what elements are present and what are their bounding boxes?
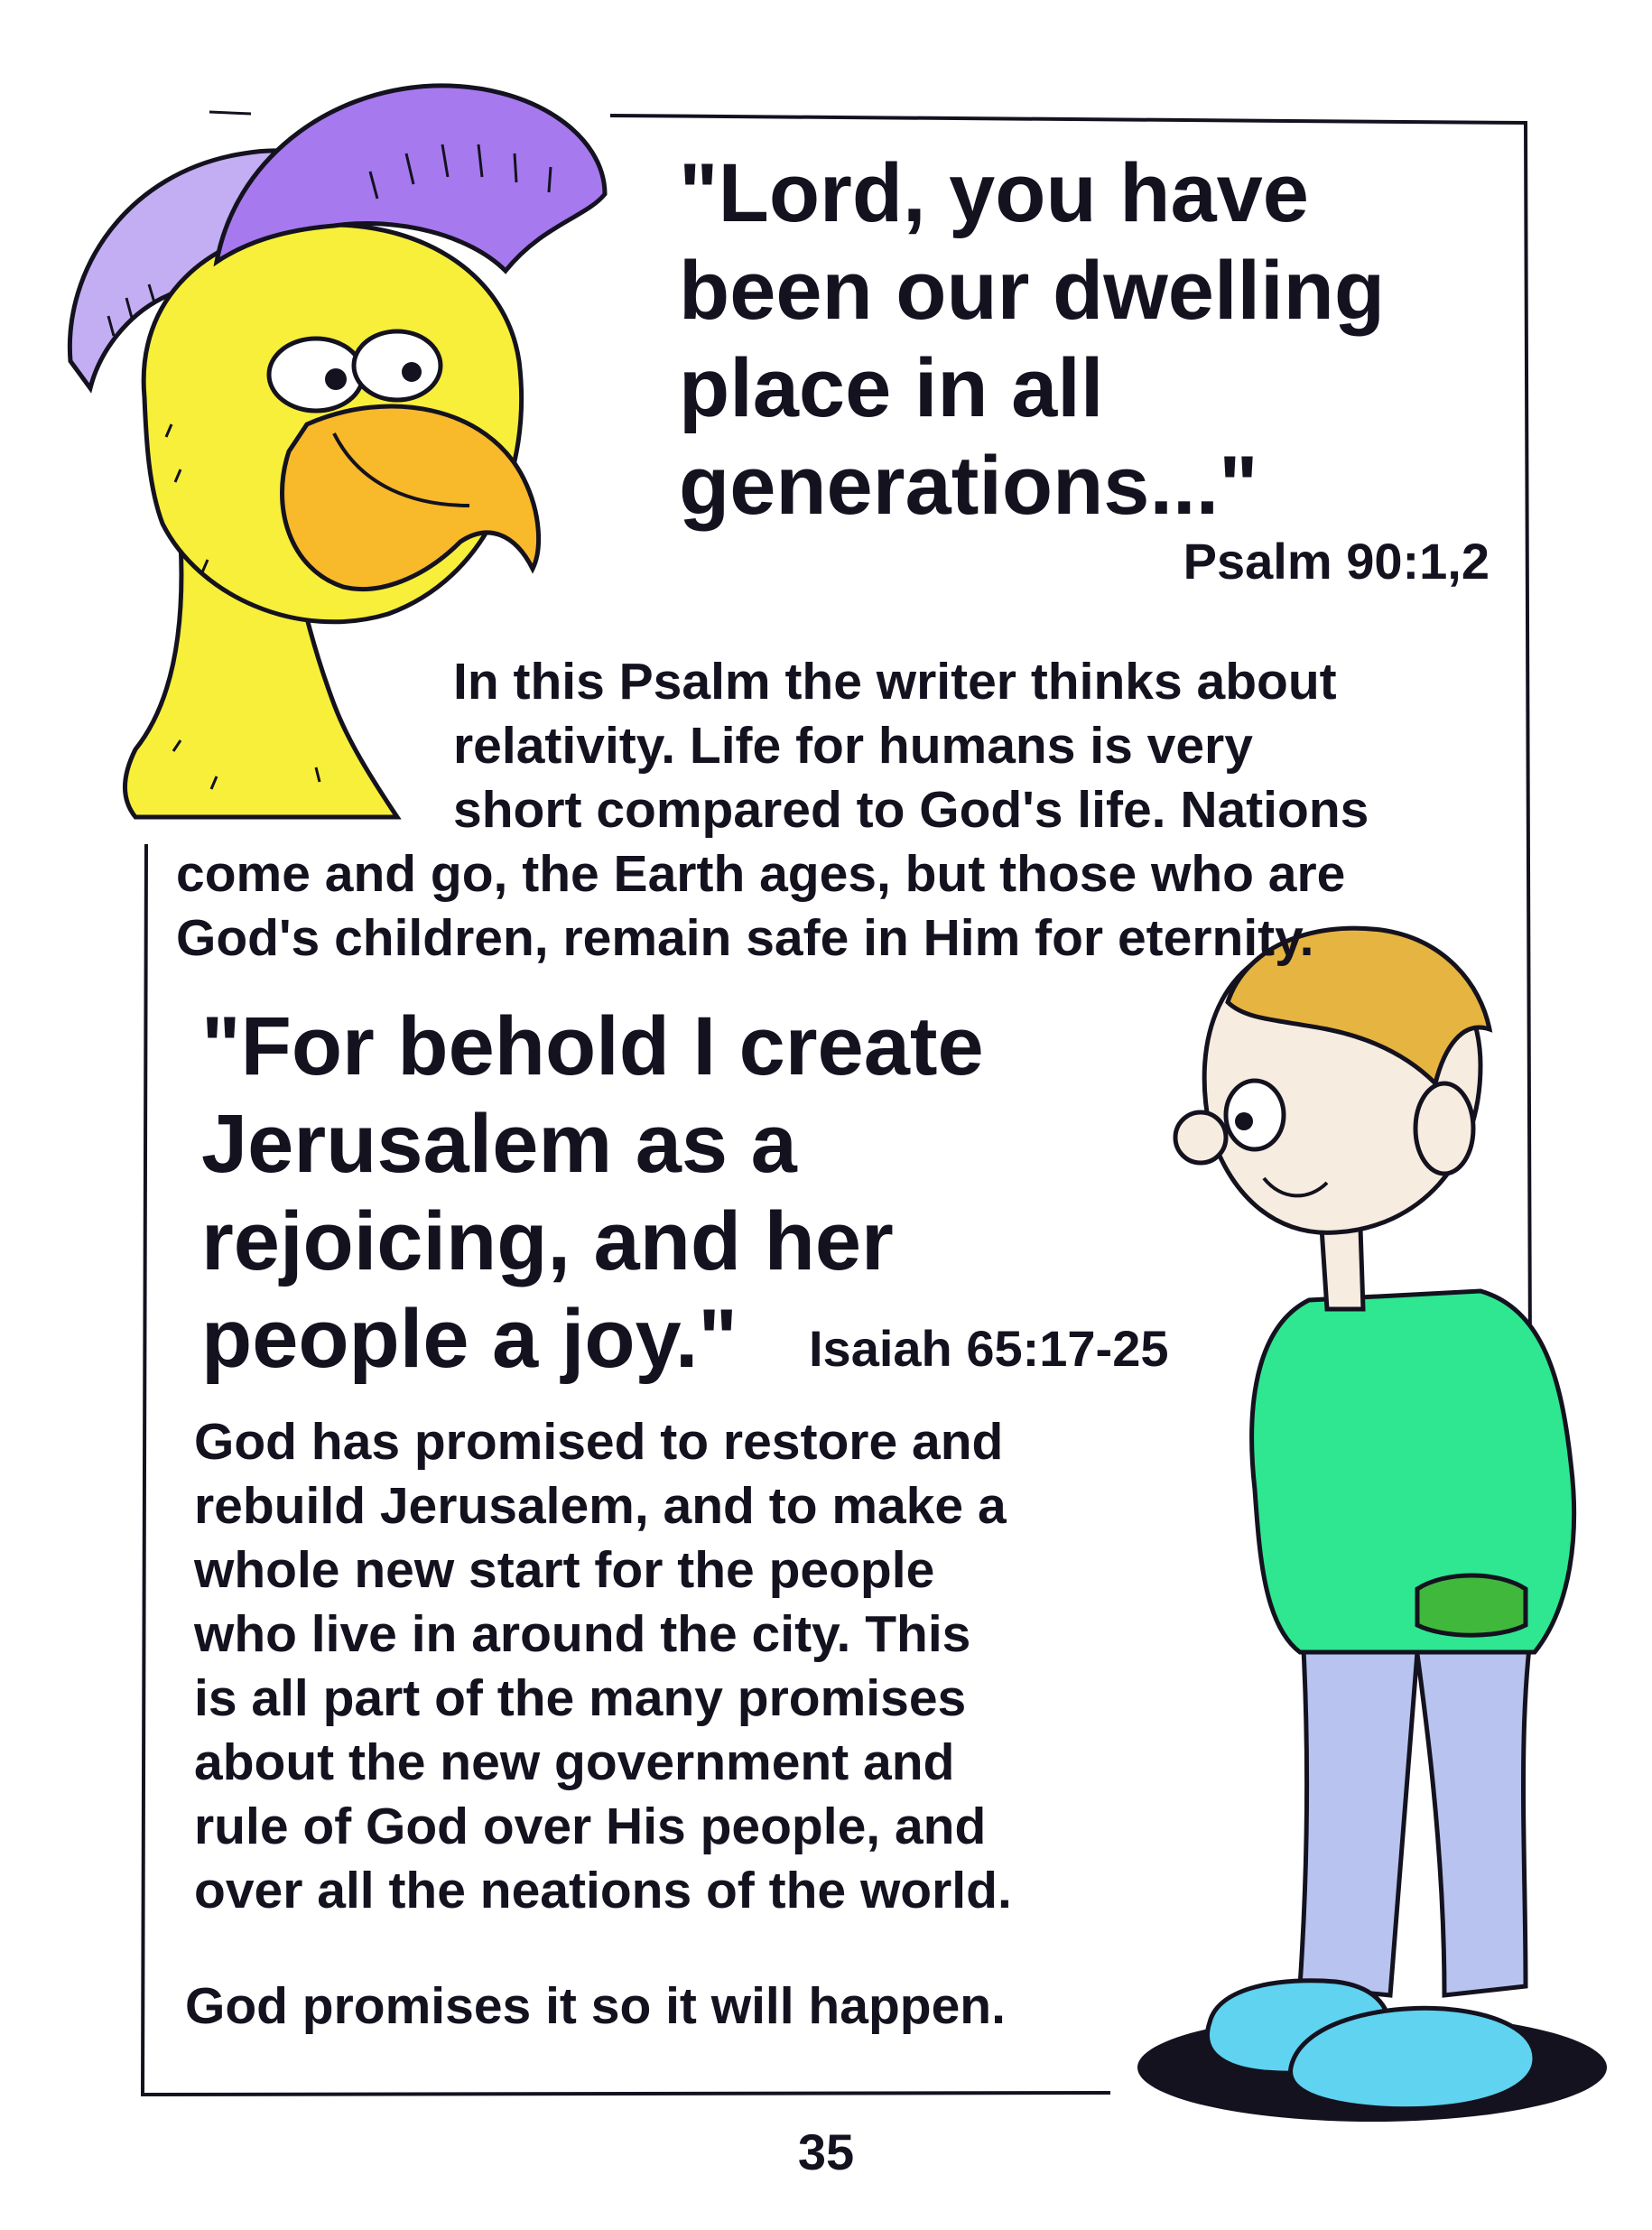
quote-line: people a joy." (201, 1293, 738, 1385)
paragraph-psalm-full (176, 842, 1345, 971)
paragraph-line: is all part of the many promises (194, 1669, 967, 1727)
verse-psalm-reference: Psalm 90:1,2 (1183, 533, 1490, 590)
paragraph-line: God's children, remain safe in Him for eternity. (176, 909, 1314, 967)
paragraph-line: over all the neations of the world. (194, 1862, 1012, 1919)
paragraph-psalm-indented (453, 650, 1369, 842)
verse-isaiah-reference: Isaiah 65:17-25 (809, 1320, 1169, 1377)
quote-line: place in all (679, 342, 1104, 434)
quote-line: generations..." (679, 440, 1258, 532)
paragraph-line: rule of God over His people, and (194, 1798, 987, 1855)
paragraph-isaiah (194, 1410, 1012, 1923)
paragraph-line: come and go, the Earth ages, but those who are (176, 845, 1346, 903)
verse-psalm-quote (679, 144, 1385, 534)
paragraph-line: rebuild Jerusalem, and to make a (194, 1477, 1007, 1535)
quote-line: "Lord, you have (679, 147, 1309, 239)
page-number: 35 (797, 2123, 855, 2180)
paragraph-line: relativity. Life for humans is very (453, 717, 1253, 775)
quote-line: Jerusalem as a (201, 1098, 797, 1190)
quote-line: been our dwelling (679, 245, 1386, 337)
paragraph-line: In this Psalm the writer thinks about (453, 653, 1337, 711)
quote-line: rejoicing, and her (201, 1195, 894, 1287)
paragraph-line: God has promised to restore and (194, 1413, 1004, 1471)
closing-statement: God promises it so it will happen. (185, 1977, 1006, 2035)
paragraph-line: whole new start for the people (194, 1541, 935, 1599)
quote-line: "For behold I create (201, 1000, 984, 1092)
paragraph-line: short compared to God's life. Nations (453, 781, 1369, 839)
paragraph-line: who live in around the city. This (194, 1605, 971, 1663)
paragraph-line: about the new government and (194, 1733, 955, 1791)
